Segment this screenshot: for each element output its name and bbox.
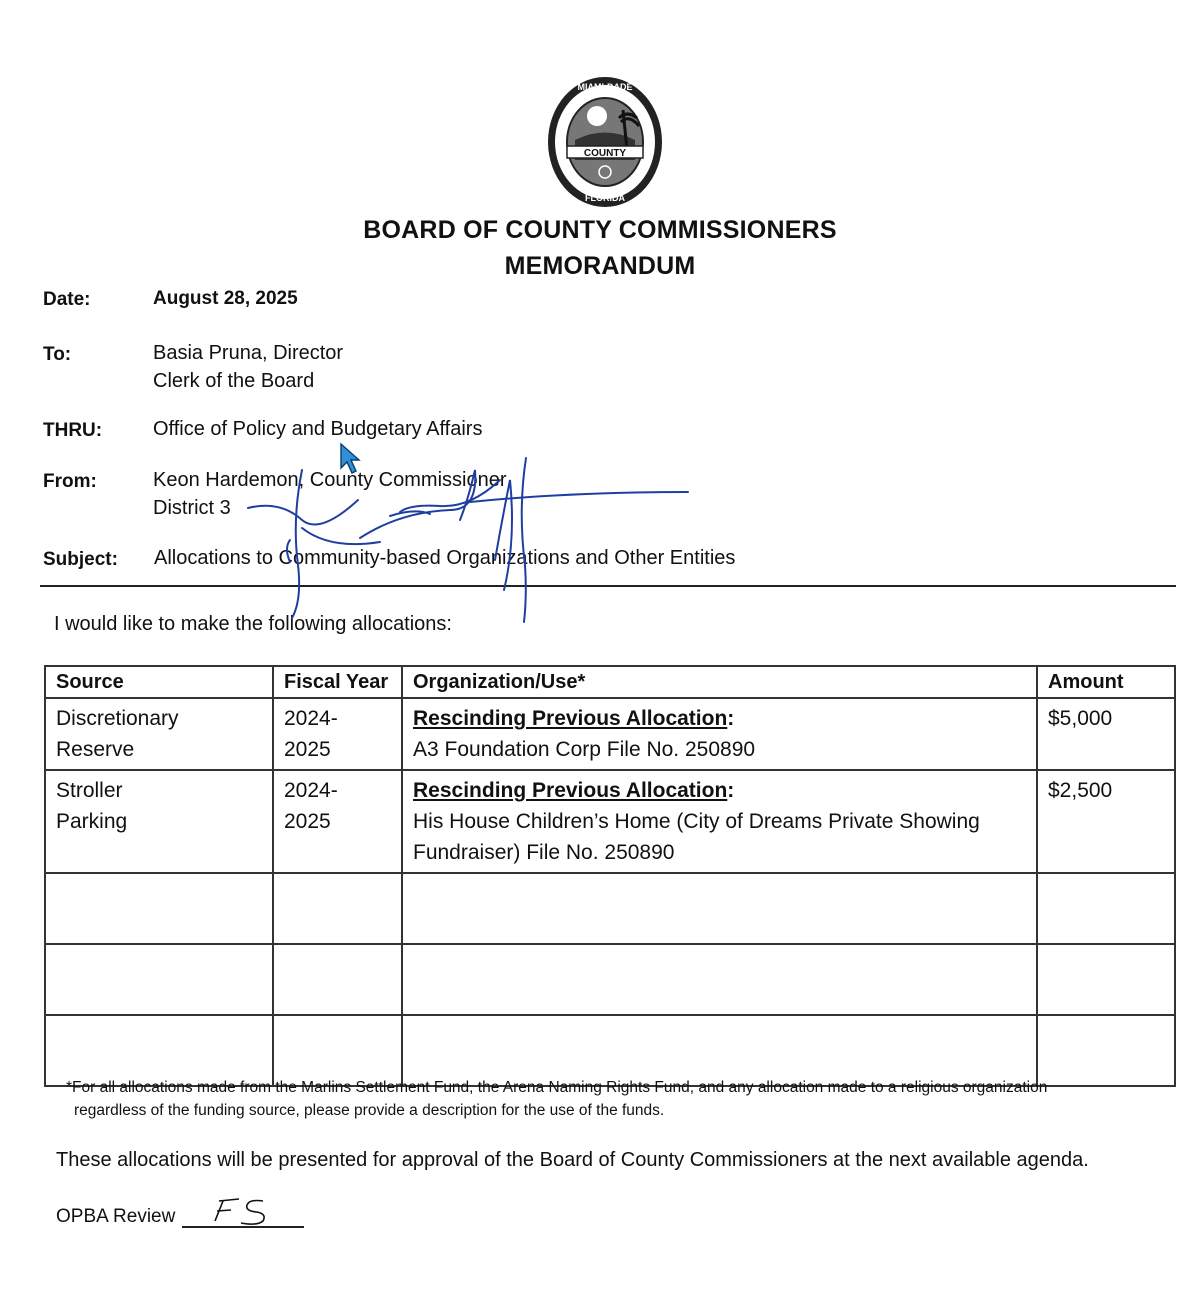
opba-review-label: OPBA Review	[56, 1206, 176, 1227]
fiscal-year-line: 2024-	[284, 707, 338, 730]
table-row	[45, 698, 1175, 770]
organization-cell: Rescinding Previous Allocation: A3 Foundation Corp File No. 250890	[402, 698, 1037, 770]
header-divider	[40, 585, 1176, 587]
empty-table-row	[45, 873, 1175, 944]
source-line: Stroller	[56, 779, 123, 802]
intro-text: I would like to make the following allocations:	[54, 613, 452, 635]
source-line: Reserve	[56, 738, 135, 761]
organization-detail: Fundraiser) File No. 250890	[413, 841, 675, 864]
fiscal-year-cell	[273, 770, 402, 873]
source-line: Discretionary	[56, 707, 179, 730]
source-line: Parking	[56, 810, 128, 833]
to-label: To:	[43, 344, 72, 365]
amount-cell: $5,000	[1037, 698, 1175, 770]
from-name: Keon Hardemon, County Commissioner	[153, 469, 507, 491]
svg-text:COUNTY: COUNTY	[583, 148, 627, 159]
allocations-table	[44, 665, 1176, 1087]
svg-text:MIAMI-DADE: MIAMI-DADE	[577, 82, 633, 92]
col-header-source: Source	[45, 666, 273, 698]
rescind-heading: Rescinding Previous Allocation	[413, 779, 728, 802]
fiscal-year-cell	[273, 698, 402, 770]
svg-text:FLORIDA: FLORIDA	[585, 193, 625, 203]
organization-cell: Rescinding Previous Allocation: His House Children’s Home (City of Dreams Private Showing Fundraiser) File No. 250890	[402, 770, 1037, 873]
subject-label: Subject:	[43, 549, 118, 570]
mouse-pointer-icon	[338, 442, 364, 476]
county-seal-icon	[545, 70, 665, 210]
closing-statement: These allocations will be presented for approval of the Board of County Commissioners at the next available agenda.	[56, 1149, 1089, 1171]
to-title: Clerk of the Board	[153, 370, 315, 392]
to-name: Basia Pruna, Director	[153, 342, 344, 364]
footnote-line: *For all allocations made from the Marlins Settlement Fund, the Arena Naming Rights Fund, and any allocation made to a religious organization	[66, 1079, 1048, 1096]
col-header-fiscal-year: Fiscal Year	[273, 666, 402, 698]
date-value: August 28, 2025	[153, 288, 298, 309]
from-label: From:	[43, 471, 97, 492]
source-cell	[45, 770, 273, 873]
date-label: Date:	[43, 289, 91, 310]
fiscal-year-line: 2025	[284, 738, 331, 761]
memo-title: BOARD OF COUNTY COMMISSIONERS	[363, 216, 837, 244]
fiscal-year-line: 2024-	[284, 779, 338, 802]
memo-subtitle: MEMORANDUM	[504, 252, 696, 280]
organization-detail: His House Children’s Home (City of Dreams Private Showing	[413, 810, 980, 833]
source-cell	[45, 698, 273, 770]
from-district: District 3	[153, 497, 231, 519]
col-header-organization: Organization/Use*	[402, 666, 1037, 698]
table-row	[45, 770, 1175, 873]
thru-value: Office of Policy and Budgetary Affairs	[153, 418, 483, 440]
fiscal-year-line: 2025	[284, 810, 331, 833]
rescind-heading: Rescinding Previous Allocation	[413, 707, 728, 730]
opba-initials-signature	[205, 1195, 285, 1227]
footnote-line: regardless of the funding source, please provide a description for the use of the funds.	[74, 1102, 665, 1119]
footnote	[66, 1076, 1176, 1122]
amount-cell: $2,500	[1037, 770, 1175, 873]
table-header-row	[45, 666, 1175, 698]
thru-label: THRU:	[43, 420, 103, 441]
col-header-amount: Amount	[1037, 666, 1175, 698]
subject-value: Allocations to Community-based Organizations and Other Entities	[154, 547, 736, 569]
organization-detail: A3 Foundation Corp File No. 250890	[413, 738, 756, 761]
empty-table-row	[45, 944, 1175, 1015]
